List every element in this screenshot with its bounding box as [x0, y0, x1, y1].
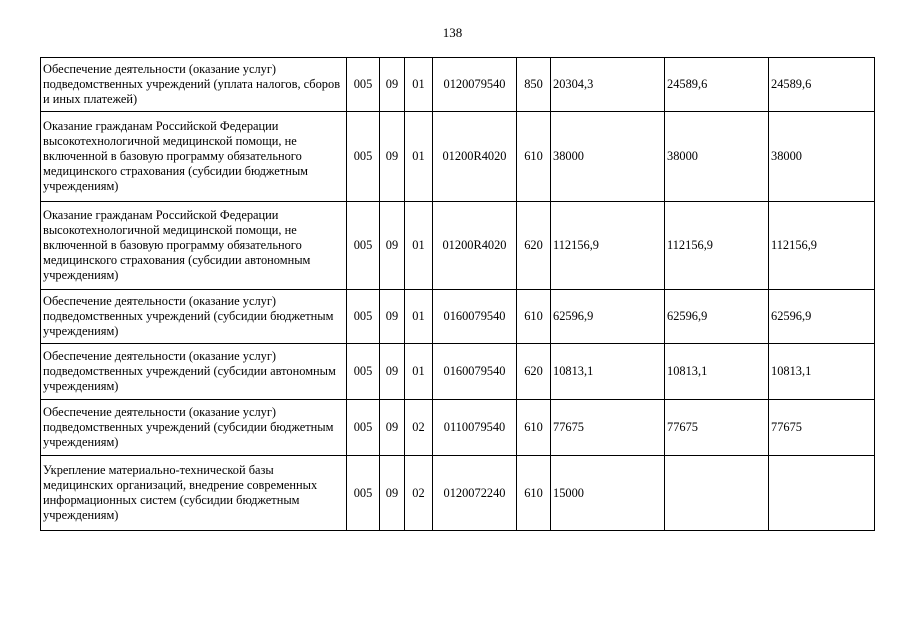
expense-name-cell: Укрепление материально-технической базы медицинских организаций, внедрение современных информационных систем (субсидии бюджетным учреждениям)	[41, 456, 347, 531]
subsection-code-cell: 02	[405, 400, 433, 456]
target-article-cell: 0110079540	[433, 400, 517, 456]
ministry-code-cell: 005	[347, 344, 380, 400]
amount-year-3-cell: 10813,1	[769, 344, 875, 400]
page-number: 138	[442, 25, 463, 40]
ministry-code-cell: 005	[347, 290, 380, 344]
subsection-code-cell: 01	[405, 58, 433, 112]
subsection-code-cell: 01	[405, 112, 433, 202]
section-code-cell: 09	[380, 290, 405, 344]
ministry-code-cell: 005	[347, 400, 380, 456]
target-article-cell: 0120072240	[433, 456, 517, 531]
ministry-code-cell: 005	[347, 112, 380, 202]
amount-year-1-cell: 38000	[551, 112, 665, 202]
table-row	[41, 344, 875, 400]
table-row	[41, 58, 875, 112]
target-article-cell: 0160079540	[433, 290, 517, 344]
expense-name-cell: Обеспечение деятельности (оказание услуг) подведомственных учреждений (субсидии бюджетным учреждениям)	[41, 400, 347, 456]
amount-year-3-cell: 62596,9	[769, 290, 875, 344]
table-row	[41, 290, 875, 344]
target-article-cell: 01200R4020	[433, 112, 517, 202]
amount-year-1-cell: 20304,3	[551, 58, 665, 112]
amount-year-3-cell: 112156,9	[769, 202, 875, 290]
section-code-cell: 09	[380, 456, 405, 531]
amount-year-3-cell: 77675	[769, 400, 875, 456]
amount-year-2-cell: 112156,9	[665, 202, 769, 290]
section-code-cell: 09	[380, 202, 405, 290]
ministry-code-cell: 005	[347, 58, 380, 112]
table-row	[41, 400, 875, 456]
ministry-code-cell: 005	[347, 202, 380, 290]
section-code-cell: 09	[380, 344, 405, 400]
budget-table	[40, 57, 875, 531]
amount-year-3-cell	[769, 456, 875, 531]
amount-year-2-cell: 62596,9	[665, 290, 769, 344]
amount-year-1-cell: 10813,1	[551, 344, 665, 400]
expense-type-cell: 620	[517, 344, 551, 400]
ministry-code-cell: 005	[347, 456, 380, 531]
expense-name-cell: Обеспечение деятельности (оказание услуг) подведомственных учреждений (субсидии бюджетным учреждениям)	[41, 290, 347, 344]
amount-year-2-cell: 24589,6	[665, 58, 769, 112]
table-body	[41, 58, 875, 531]
expense-name-cell: Обеспечение деятельности (оказание услуг) подведомственных учреждений (субсидии автономным учреждениям)	[41, 344, 347, 400]
amount-year-3-cell: 24589,6	[769, 58, 875, 112]
section-code-cell: 09	[380, 58, 405, 112]
expense-name-cell: Оказание гражданам Российской Федерации высокотехнологичной медицинской помощи, не включенной в базовую программу обязательного медицинского страхования (субсидии бюджетным учреждениям)	[41, 112, 347, 202]
amount-year-1-cell: 62596,9	[551, 290, 665, 344]
section-code-cell: 09	[380, 112, 405, 202]
expense-type-cell: 610	[517, 112, 551, 202]
target-article-cell: 01200R4020	[433, 202, 517, 290]
amount-year-3-cell: 38000	[769, 112, 875, 202]
amount-year-1-cell: 77675	[551, 400, 665, 456]
expense-name-cell: Обеспечение деятельности (оказание услуг) подведомственных учреждений (уплата налогов, сборов и иных платежей)	[41, 58, 347, 112]
target-article-cell: 0160079540	[433, 344, 517, 400]
subsection-code-cell: 01	[405, 290, 433, 344]
amount-year-2-cell: 38000	[665, 112, 769, 202]
amount-year-1-cell: 112156,9	[551, 202, 665, 290]
expense-type-cell: 610	[517, 400, 551, 456]
expense-name-cell: Оказание гражданам Российской Федерации высокотехнологичной медицинской помощи, не включенной в базовую программу обязательного медицинского страхования (субсидии автономным учреждениям)	[41, 202, 347, 290]
amount-year-1-cell: 15000	[551, 456, 665, 531]
subsection-code-cell: 01	[405, 202, 433, 290]
target-article-cell: 0120079540	[433, 58, 517, 112]
amount-year-2-cell: 10813,1	[665, 344, 769, 400]
subsection-code-cell: 02	[405, 456, 433, 531]
expense-type-cell: 850	[517, 58, 551, 112]
subsection-code-cell: 01	[405, 344, 433, 400]
expense-type-cell: 620	[517, 202, 551, 290]
expense-type-cell: 610	[517, 290, 551, 344]
table-row	[41, 456, 875, 531]
table-row	[41, 112, 875, 202]
amount-year-2-cell	[665, 456, 769, 531]
section-code-cell: 09	[380, 400, 405, 456]
amount-year-2-cell: 77675	[665, 400, 769, 456]
expense-type-cell: 610	[517, 456, 551, 531]
table-row	[41, 202, 875, 290]
